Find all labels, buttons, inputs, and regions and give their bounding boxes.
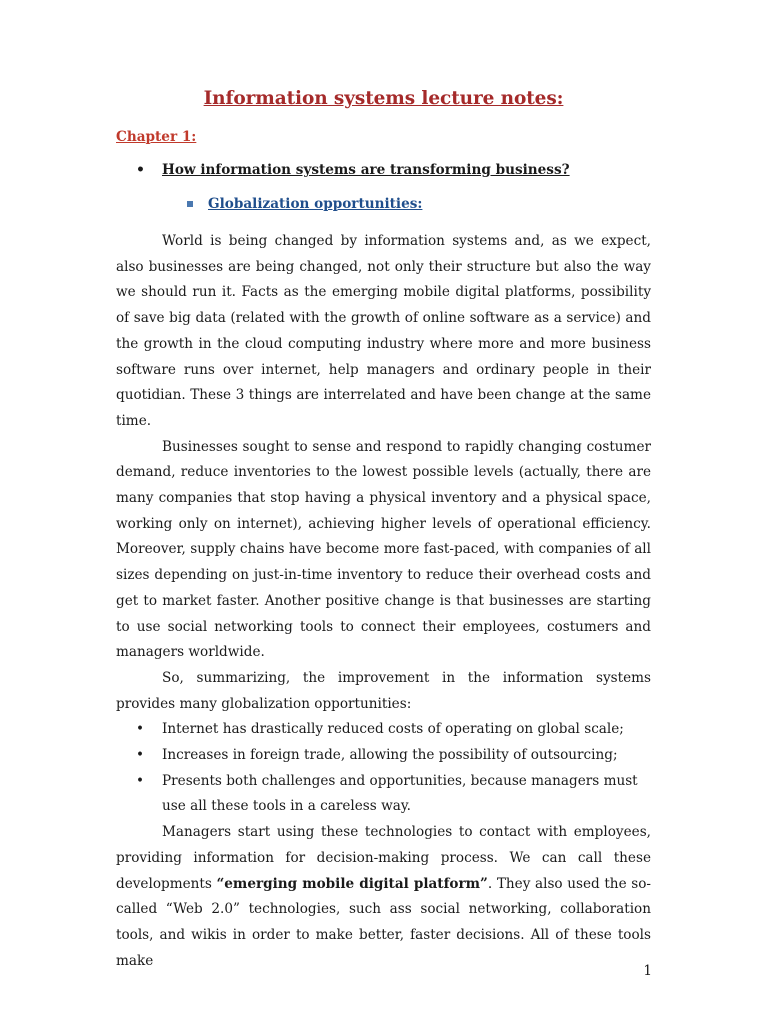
list-item (116, 717, 651, 743)
bullet-icon: • (136, 721, 145, 738)
paragraph: Businesses sought to sense and respond to rapidly changing costumer demand, reduce inventories to the lowest possible levels (actually, there are many companies that stop having a physical inventory and a physical space, working only on internet), achieving higher levels of operational efficiency. Moreover, supply chains have become more fast-paced, with companies of all sizes depending on just-in-time inventory to reduce their overhead costs and get to market faster. Another positive change is that businesses are starting to use social networking tools to connect their employees, costumers and managers worldwide. (116, 438, 651, 661)
page-number: 1 (643, 963, 652, 979)
paragraph: World is being changed by information systems and, as we expect, also businesses are being changed, not only their structure but also the way we should run it. Facts as the emerging mobile digital platforms, possibility of save big data (related with the growth of online software as a service) and the growth in the cloud computing industry where more and more business software runs over internet, help managers and ordinary people in their quotidian. These 3 things are interrelated and have been change at the same time. (116, 233, 651, 429)
body-text (116, 229, 651, 974)
list-item (116, 769, 651, 820)
paragraph (116, 820, 651, 974)
list-item-text: Presents both challenges and opportunities, because managers must use all these tools in a careless way. (162, 772, 638, 815)
list-item-text: Increases in foreign trade, allowing the possibility of outsourcing; (162, 747, 618, 764)
bullet-icon: • (136, 162, 145, 178)
list-item-text: Internet has drastically reduced costs of operating on global scale; (162, 721, 624, 738)
question-text: How information systems are transforming business? (162, 162, 570, 178)
paragraph-text: Managers start using these technologies to contact with employees, providing information for decision-making process. We can call these developments (116, 824, 651, 892)
paragraph-text: . They also used the so-called “Web 2.0” technologies, such ass social networking, collaboration tools, and wikis in order to make better, faster decisions. All of these tools make (116, 875, 651, 969)
section-heading: Globalization opportunities: (208, 196, 423, 212)
paragraph: So, summarizing, the improvement in the information systems provides many globalization opportunities: (116, 669, 651, 712)
bullet-icon: • (136, 772, 145, 789)
list-item (116, 743, 651, 769)
bullet-icon: • (136, 747, 145, 764)
bold-term: “emerging mobile digital platform” (216, 875, 488, 892)
opportunities-list (116, 717, 651, 820)
document-title: Information systems lecture notes: (203, 88, 564, 109)
square-bullet-icon (187, 201, 193, 207)
chapter-heading: Chapter 1: (116, 129, 197, 145)
